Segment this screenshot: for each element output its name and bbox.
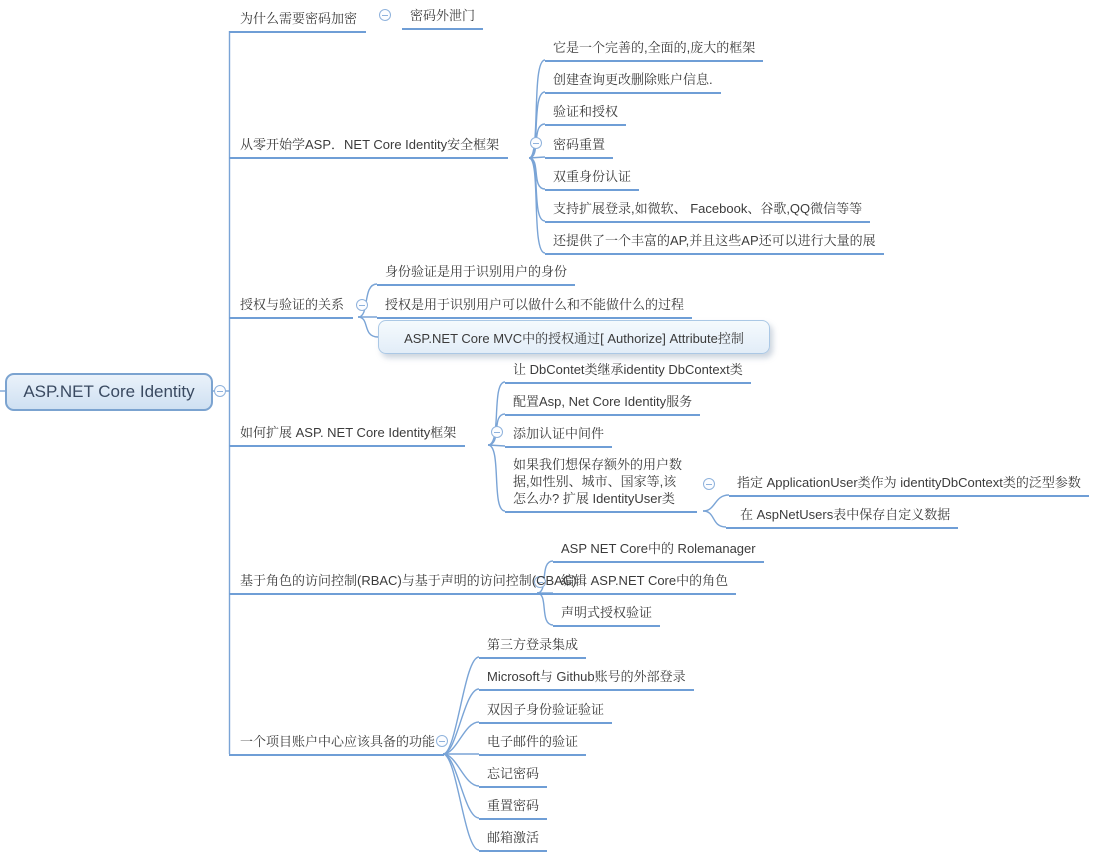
child-topic-2fa-verify[interactable]: 双因子身份验证验证 (479, 701, 612, 724)
child-topic-complete-framework[interactable]: 它是一个完善的,全面的,庞大的框架 (545, 39, 763, 62)
branch-topic-extend-identity[interactable]: 如何扩展 ASP. NET Core Identity框架 (229, 424, 465, 447)
child-topic-mailbox-activate[interactable]: 邮箱激活 (479, 829, 547, 852)
child-topic-two-factor[interactable]: 双重身份认证 (545, 168, 639, 191)
child-topic-authn-identify[interactable]: 身份验证是用于识别用户的身份 (377, 263, 575, 286)
child-topic-auth-middleware[interactable]: 添加认证中间件 (505, 425, 612, 448)
child-topic-third-party-login[interactable]: 第三方登录集成 (479, 636, 586, 659)
child-topic-reset-password[interactable]: 重置密码 (479, 797, 547, 820)
child-topic-claims-authz[interactable]: 声明式授权验证 (553, 604, 660, 627)
child-topic-authn-authz[interactable]: 验证和授权 (545, 103, 626, 126)
collapse-icon[interactable] (530, 137, 542, 149)
branch-topic-account-center-features[interactable]: 一个项目账户中心应该具备的功能 (229, 733, 444, 756)
collapse-icon[interactable] (214, 385, 226, 397)
child-topic-configure-service[interactable]: 配置Asp, Net Core Identity服务 (505, 393, 700, 416)
grandchild-topic-applicationuser-generic[interactable]: 指定 ApplicationUser类作为 identityDbContext类的泛型参数 (729, 474, 1089, 497)
collapse-icon[interactable] (379, 9, 391, 21)
child-topic-external-login[interactable]: 支持扩展登录,如微软、 Facebook、谷歌,QQ微信等等 (545, 200, 870, 223)
child-topic-rolemanager[interactable]: ASP NET Core中的 Rolemanager (553, 540, 764, 563)
child-topic-extend-identityuser[interactable]: 如果我们想保存额外的用户数据,如性别、城市、国家等,该怎么办? 扩展 IdentityUser类 (505, 456, 697, 513)
child-topic-password-reset[interactable]: 密码重置 (545, 136, 613, 159)
child-topic-dbcontext-inherit[interactable]: 让 DbContet类继承identity DbContext类 (505, 361, 751, 384)
child-topic-crud-account[interactable]: 创建查询更改删除账户信息. (545, 71, 721, 94)
root-topic[interactable]: ASP.NET Core Identity (5, 373, 213, 411)
child-topic-ms-github-login[interactable]: Microsoft与 Github账号的外部登录 (479, 668, 694, 691)
grandchild-topic-aspnetusers-table[interactable]: 在 AspNetUsers表中保存自定义数据 (726, 506, 958, 529)
branch-topic-password-encryption[interactable]: 为什么需要密码加密 (229, 10, 366, 33)
child-topic-rich-api[interactable]: 还提供了一个丰富的AP,并且这些AP还可以进行大量的展 (545, 232, 884, 255)
branch-topic-rbac-cbac[interactable]: 基于角色的访问控制(RBAC)与基于声明的访问控制(CBAC) (229, 572, 586, 595)
collapse-icon[interactable] (356, 299, 368, 311)
collapse-icon[interactable] (703, 478, 715, 490)
child-topic-forgot-password[interactable]: 忘记密码 (479, 765, 547, 788)
child-topic-authz-process[interactable]: 授权是用于识别用户可以做什么和不能做什么的过程 (377, 296, 692, 319)
child-topic-authorize-attribute-selected[interactable]: ASP.NET Core MVC中的授权通过[ Authorize] Attribute控制 (378, 320, 770, 354)
collapse-icon[interactable] (491, 426, 503, 438)
child-topic-edit-roles[interactable]: 编辑 ASP.NET Core中的角色 (553, 572, 736, 595)
branch-topic-learn-identity[interactable]: 从零开始学ASP．NET Core Identity安全框架 (229, 136, 508, 159)
branch-topic-authz-vs-authn[interactable]: 授权与验证的关系 (229, 296, 353, 319)
child-topic-password-leak[interactable]: 密码外泄门 (402, 7, 483, 30)
child-topic-email-verify[interactable]: 电子邮件的验证 (479, 733, 586, 756)
